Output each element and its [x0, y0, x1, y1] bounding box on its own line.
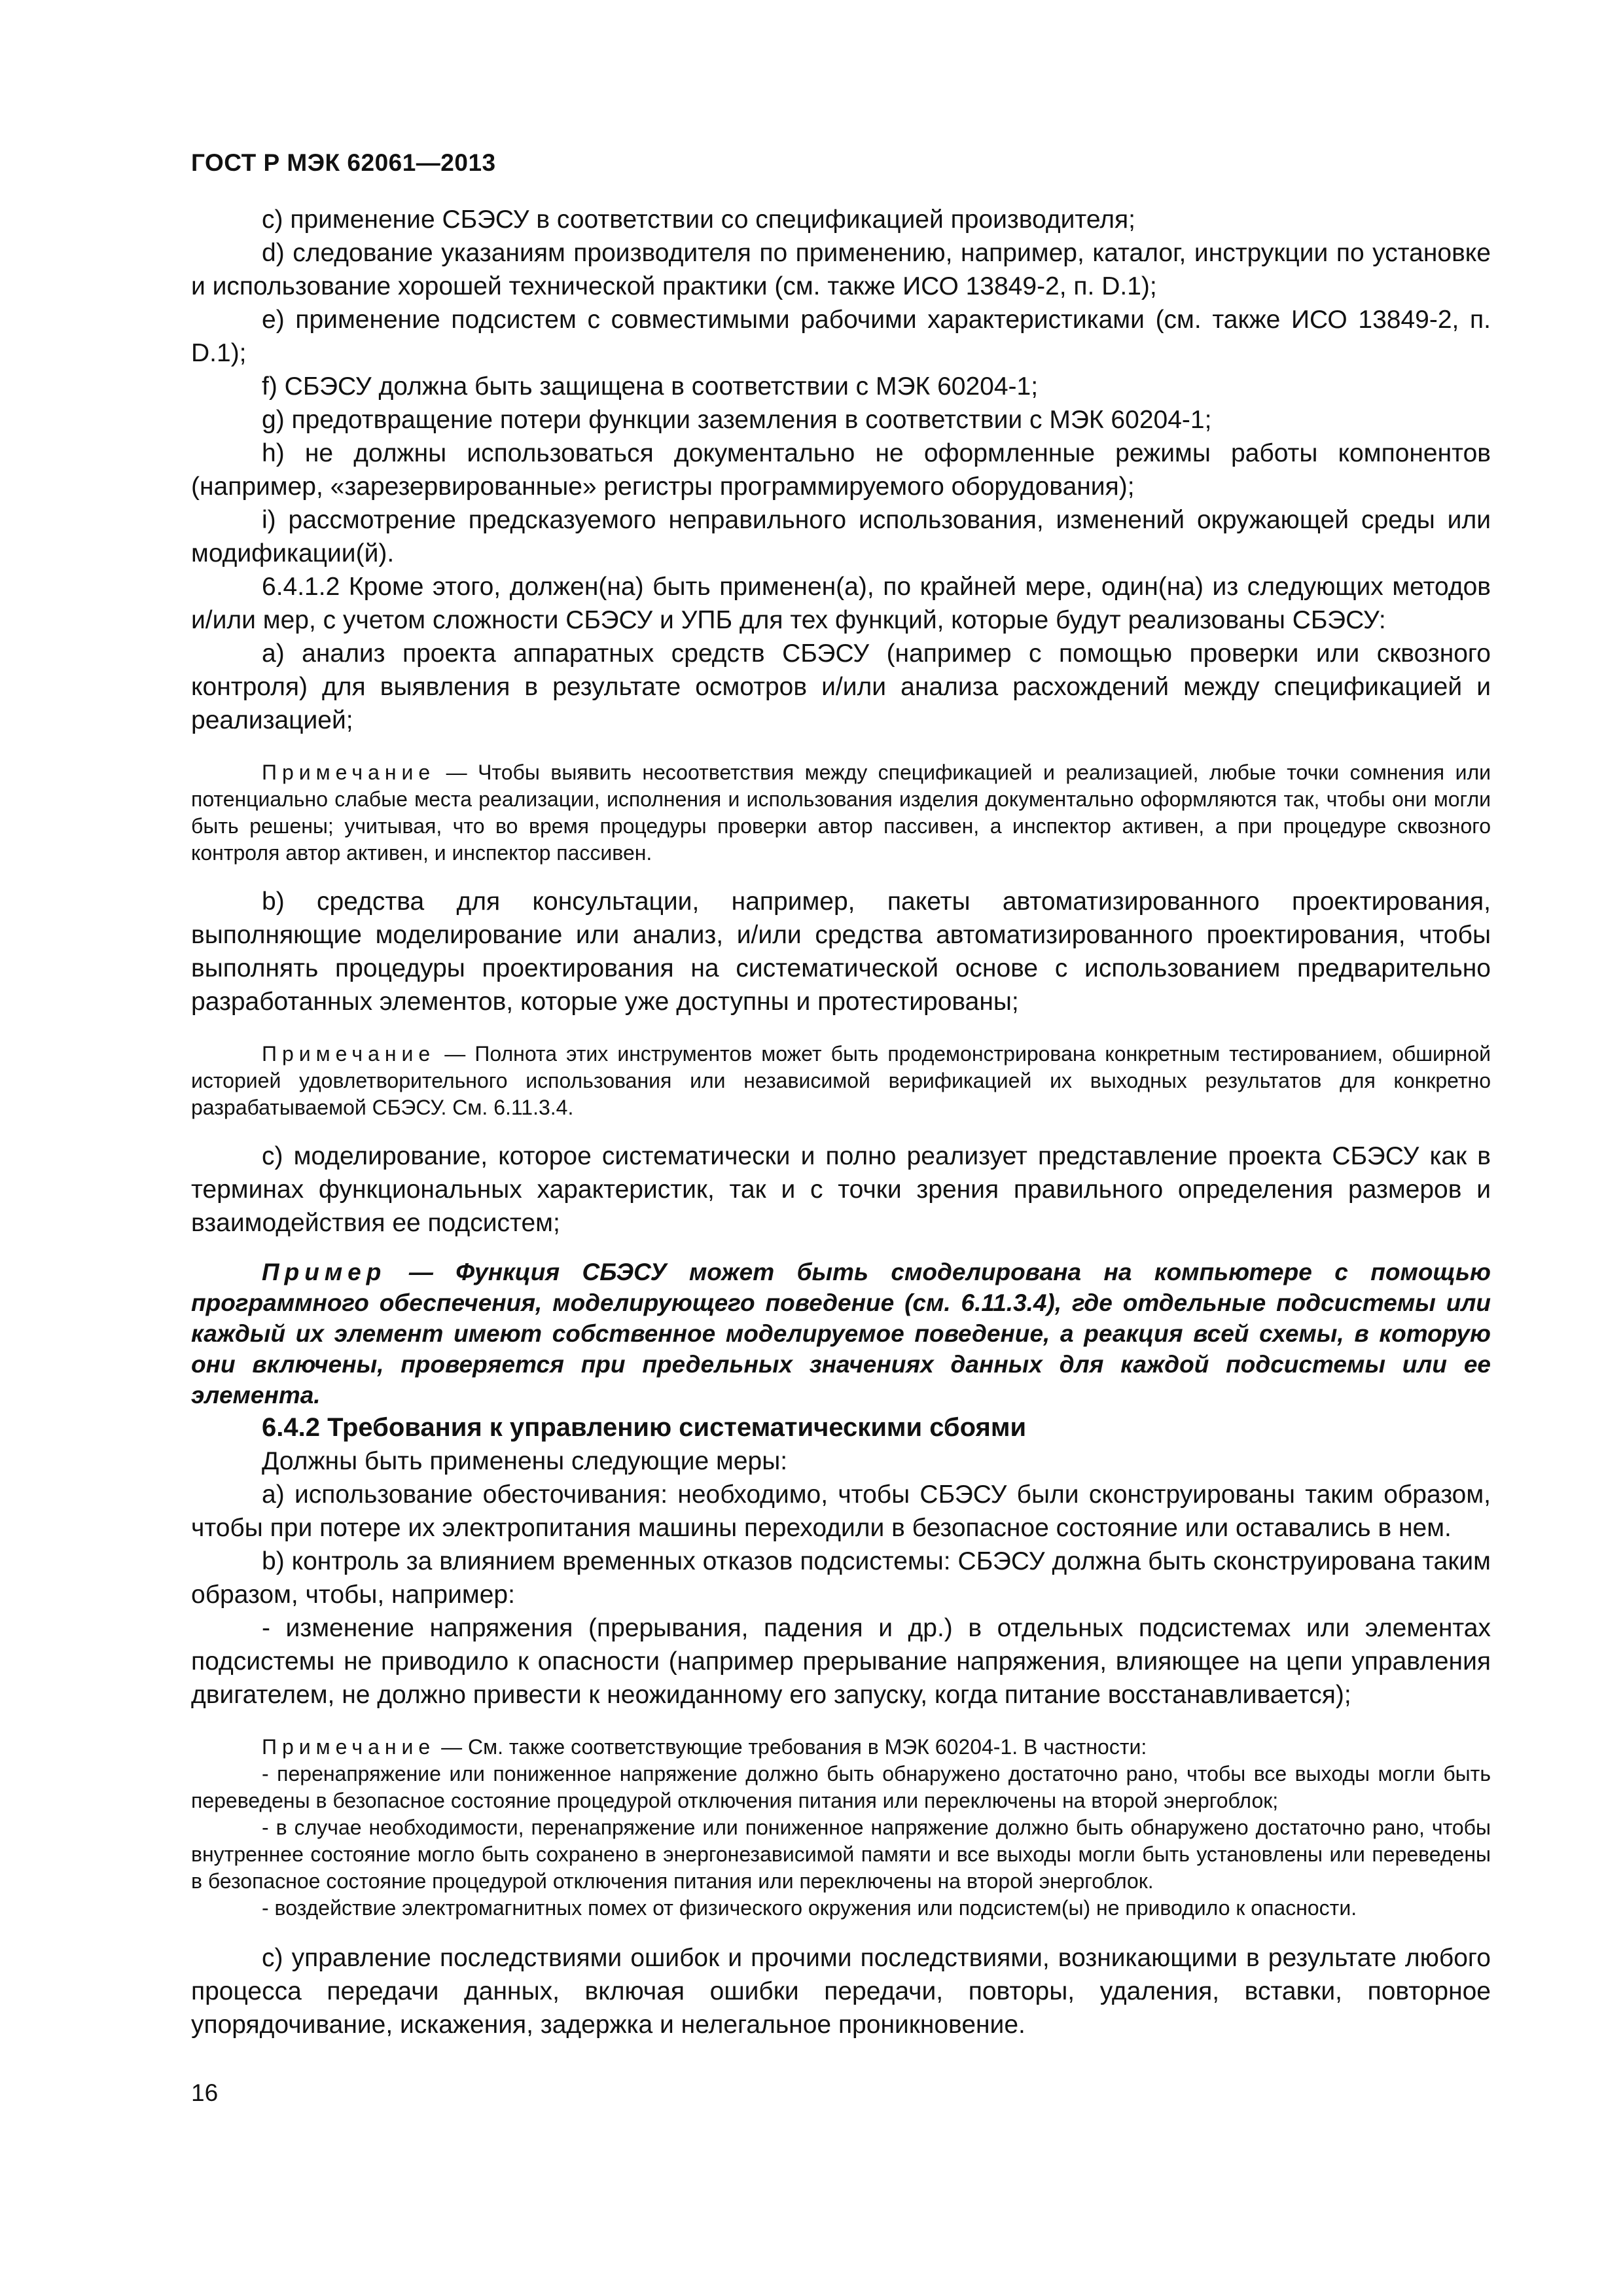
- list-item-g: g) предотвращение потери функции заземления в соответствии с МЭК 60204-1;: [262, 406, 1212, 434]
- note-label: Примечание: [262, 1735, 436, 1759]
- item-a-de-energization: a) использование обесточивания: необходимо, чтобы СБЭСУ были сконструированы таким образом, чтобы при потере их электропитания машины переходили в безопасное состояние или оставались в нем.: [191, 1480, 1491, 1542]
- page-number: 16: [191, 2079, 219, 2106]
- note-3-item: - воздействие электромагнитных помех от физического окружения или подсистем(ы) не приводило к опасности.: [262, 1896, 1357, 1920]
- note-label: Примечание: [262, 761, 436, 784]
- item-a-design-review: a) анализ проекта аппаратных средств СБЭСУ (например с помощью проверки или сквозного контроля) для выявления в результате осмотров и/или анализа расхождений между спецификацией и реализацией;: [191, 639, 1491, 734]
- list-item-c: c) применение СБЭСУ в соответствии со спецификацией производителя;: [262, 206, 1135, 234]
- clause-6-4-1-2: 6.4.1.2 Кроме этого, должен(на) быть применен(а), по крайней мере, один(на) из следующих методов и/или мер, с учетом сложности СБЭСУ и УПБ для тех функций, которые будут реализованы СБЭСУ:: [191, 573, 1491, 634]
- note-3-item: - в случае необходимости, перенапряжение или пониженное напряжение должно быть обнаружено достаточно рано, чтобы внутреннее состояние могло быть сохранено в энергонезависимой памяти и все выходы могли быть установлены или переведены в безопасное состояние процедурой отключения питания или переключены на второй энергоблок.: [191, 1816, 1491, 1893]
- item-c-data-communication: c) управление последствиями ошибок и прочими последствиями, возникающими в результате любого процесса передачи данных, включая ошибки передачи, повторы, удаления, вставки, повторное упорядочивание, искажения, задержка и нелегальное проникновение.: [191, 1944, 1491, 2039]
- note-1: [191, 759, 1491, 867]
- dash-item-voltage-change: - изменение напряжения (прерывания, падения и др.) в отдельных подсистемах или элементах подсистемы не приводило к опасности (например прерывание напряжения, влияющее на цепи управления двигателем, не должно привести к неожиданному его запуску, когда питание восстанавливается);: [191, 1614, 1491, 1709]
- item-c-simulation: c) моделирование, которое систематически и полно реализует представление проекта СБЭСУ как в терминах функциональных характеристик, так и с точки зрения правильного определения размеров и взаимодействия ее подсистем;: [191, 1142, 1491, 1237]
- example-label: Пример: [262, 1259, 387, 1285]
- note-3: [191, 1734, 1491, 1761]
- section-heading-6-4-2: 6.4.2 Требования к управлению систематическими сбоями: [262, 1413, 1027, 1442]
- document-body: [191, 203, 1491, 2041]
- note-label: Примечание: [262, 1042, 436, 1066]
- list-item-d: d) следование указаниям производителя по применению, например, каталог, инструкции по установке и использование хорошей технической практики (см. также ИСО 13849-2, п. D.1);: [191, 239, 1491, 300]
- example: [191, 1257, 1491, 1410]
- note-2-text: — Полнота этих инструментов может быть продемонстрирована конкретным тестированием, обширной историей удовлетворительного использования или независимой верификацией их выходных результатов для конкретно разрабатываемой СБЭСУ. См. 6.11.3.4.: [191, 1042, 1491, 1119]
- note-1-text: — Чтобы выявить несоответствия между спецификацией и реализацией, любые точки сомнения или потенциально слабые места реализации, исполнения и использования изделия документально оформляются так, чтобы они могли быть решены; учитывая, что во время процедуры проверки автор пассивен, а инспектор активен, а при процедуре сквозного контроля автор активен, и инспектор пассивен.: [191, 761, 1491, 865]
- list-item-h: h) не должны использоваться документально не оформленные режимы работы компонентов (например, «зарезервированные» регистры программируемого оборудования);: [191, 439, 1491, 501]
- list-item-f: f) СБЭСУ должна быть защищена в соответствии с МЭК 60204-1;: [262, 372, 1039, 401]
- measures-intro: Должны быть применены следующие меры:: [262, 1447, 788, 1475]
- list-item-e: e) применение подсистем с совместимыми рабочими характеристиками (см. также ИСО 13849-2, п. D.1);: [191, 306, 1491, 367]
- note-3-item: - перенапряжение или пониженное напряжение должно быть обнаружено достаточно рано, чтобы все выходы могли быть переведены в безопасное состояние процедурой отключения питания или переключены на второй энергоблок;: [191, 1762, 1491, 1812]
- note-2: [191, 1041, 1491, 1121]
- item-b-transient-failures: b) контроль за влиянием временных отказов подсистемы: СБЭСУ должна быть сконструирована таким образом, чтобы, например:: [191, 1547, 1491, 1609]
- list-item-i: i) рассмотрение предсказуемого неправильного использования, изменений окружающей среды или модификации(й).: [191, 506, 1491, 567]
- note-3-text: — См. также соответствующие требования в МЭК 60204-1. В частности:: [435, 1735, 1147, 1759]
- document-header: ГОСТ Р МЭК 62061—2013: [191, 149, 496, 176]
- item-b-cad-tools: b) средства для консультации, например, пакеты автоматизированного проектирования, выполняющие моделирование или анализ, и/или средства автоматизированного проектирования, чтобы выполнять процедуры проектирования на систематической основе с использованием предварительно разработанных элементов, которые уже доступны и протестированы;: [191, 888, 1491, 1016]
- example-text: — Функция СБЭСУ может быть смоделирована на компьютере с помощью программного обеспечения, моделирующего поведение (см. 6.11.3.4), где отдельные подсистемы или каждый их элемент имеют собственное моделируемое поведение, а реакция всей схемы, в которую они включены, проверяется при предельных значениях данных для каждой подсистемы или ее элемента.: [191, 1259, 1491, 1408]
